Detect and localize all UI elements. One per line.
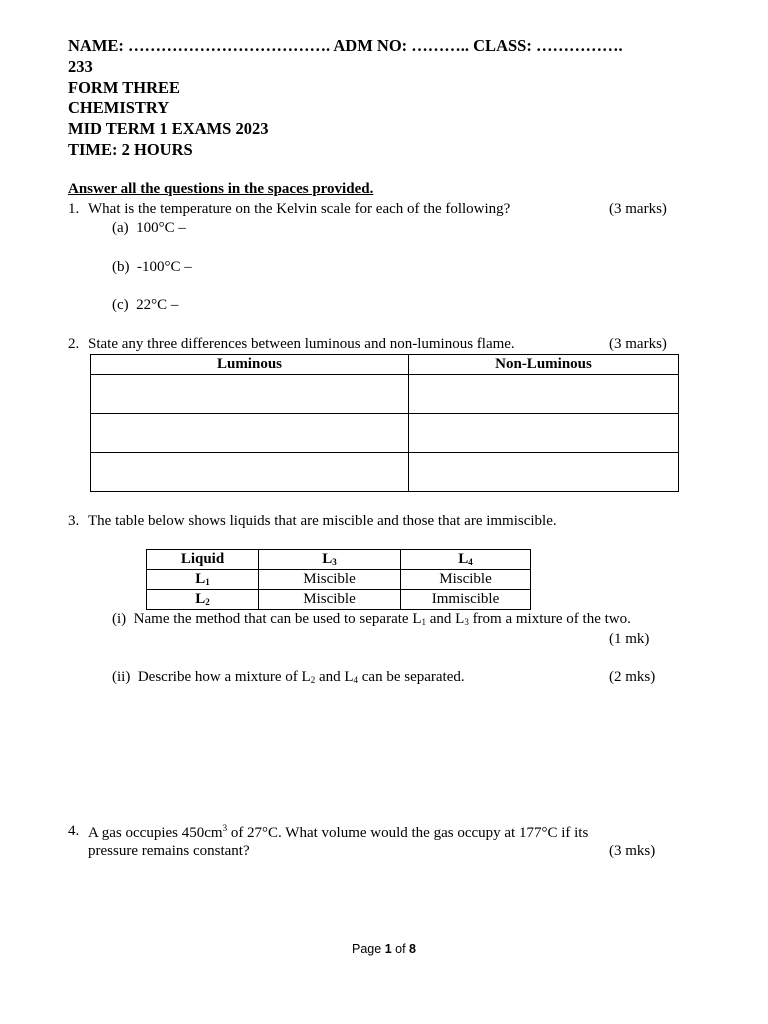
q1-number: 1. (68, 201, 80, 217)
q3-part-i-text: Name the method that can be used to separate $L_1$ and $L_3$ from a mixture of the two. (133, 611, 631, 627)
l3-header: $L_3$ (259, 550, 401, 570)
table-cell: Immiscible (401, 590, 531, 610)
luminous-header: Luminous (91, 355, 409, 375)
q3-part-i-marks: (1 mk) (609, 631, 650, 647)
exam-time: TIME: 2 HOURS (68, 139, 193, 159)
q1-part-c-label: (c) (112, 297, 129, 313)
q1-text: What is the temperature on the Kelvin scale for each of the following? (88, 201, 511, 217)
q1-part-a-text: 100°C – (136, 220, 186, 236)
liquid-l1: $L_1$ (147, 570, 259, 590)
q2-text: State any three differences between luminous and non-luminous flame. (88, 336, 515, 352)
q3-part-i (112, 611, 631, 628)
instructions: Answer all the questions in the spaces provided. (68, 181, 374, 197)
q4-text: A gas occupies $450cm^3$ of 27°C. What volume would the gas occupy at 177°C if its (88, 823, 589, 841)
q4-marks: (3 mks) (609, 843, 656, 859)
liquid-l2: $L_2$ (147, 590, 259, 610)
answer-cell[interactable] (91, 453, 409, 492)
answer-cell[interactable] (409, 453, 679, 492)
q1-part-c (112, 297, 178, 314)
miscibility-table (146, 549, 531, 610)
table-row (147, 570, 531, 590)
table-cell: Miscible (401, 570, 531, 590)
q3-part-ii-marks: (2 mks) (609, 669, 656, 685)
table-cell: Miscible (259, 590, 401, 610)
q2-marks: (3 marks) (609, 336, 667, 352)
flame-differences-table (90, 354, 679, 492)
q3-text: The table below shows liquids that are miscible and those that are immiscible. (88, 513, 557, 529)
answer-cell[interactable] (91, 414, 409, 453)
q1-part-b (112, 259, 192, 276)
q4-number: 4. (68, 823, 80, 839)
q1-marks: (3 marks) (609, 201, 667, 217)
q1-part-b-text: -100°C – (137, 259, 192, 275)
q4-text-line2: pressure remains constant? (88, 843, 250, 859)
answer-cell[interactable] (409, 375, 679, 414)
name-adm-class-line: NAME: ………………………………. ADM NO: ……….. CLASS: ……………. (68, 36, 623, 55)
q1-part-a (112, 220, 186, 237)
liquid-header: Liquid (147, 550, 259, 570)
answer-cell[interactable] (409, 414, 679, 453)
table-row (147, 590, 531, 610)
exam-title: MID TERM 1 EXAMS 2023 (68, 119, 269, 139)
q1-part-b-label: (b) (112, 259, 130, 275)
non-luminous-header: Non-Luminous (409, 355, 679, 375)
exam-code: 233 (68, 56, 93, 76)
answer-cell[interactable] (91, 375, 409, 414)
q1-part-a-label: (a) (112, 220, 129, 236)
q2-number: 2. (68, 336, 80, 352)
q1-part-c-text: 22°C – (136, 297, 179, 313)
q3-number: 3. (68, 513, 80, 529)
page-number-footer: Page 1 of 8 (352, 942, 416, 956)
l4-header: $L_4$ (401, 550, 531, 570)
form-level: FORM THREE (68, 77, 180, 97)
subject: CHEMISTRY (68, 98, 170, 118)
q3-part-ii-text: Describe how a mixture of $L_2$ and $L_4$ can be separated. (137, 669, 465, 685)
q3-part-i-label: (i) (112, 611, 127, 627)
exam-header (68, 36, 623, 161)
q3-part-ii (112, 669, 465, 686)
q3-part-ii-label: (ii) (112, 669, 131, 685)
table-cell: Miscible (259, 570, 401, 590)
